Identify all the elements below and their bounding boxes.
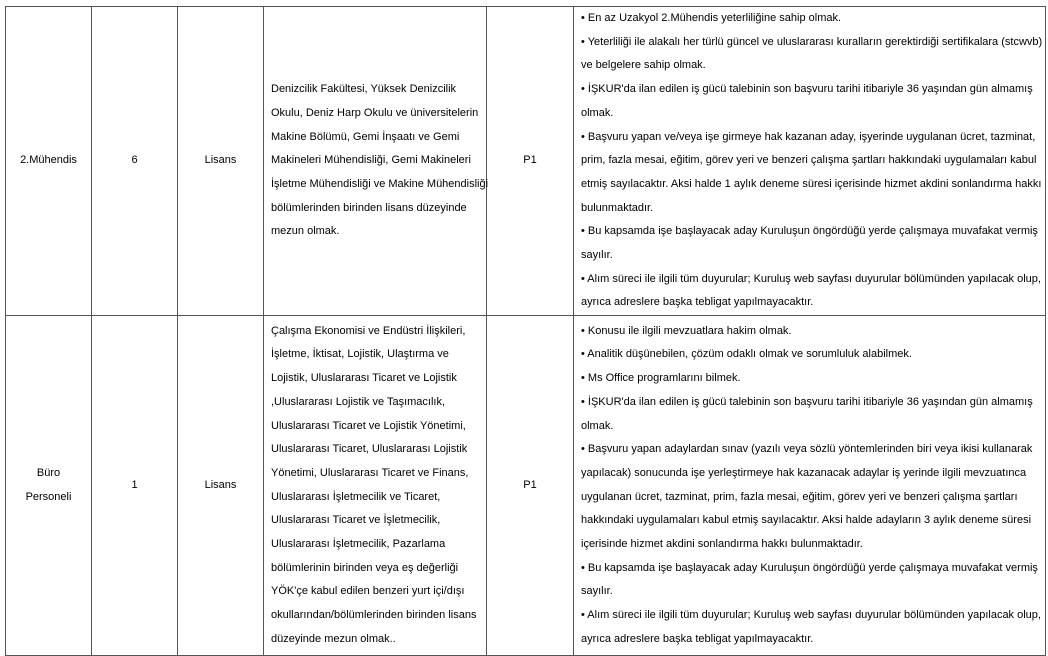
condition-line: • Alım süreci ile ilgili tüm duyurular; Kuruluş web sayfası duyurular bölümünden yapılacak olup,	[581, 609, 1041, 622]
condition-line: • Ms Office programlarını bilmek.	[581, 372, 741, 385]
condition-line: • Başvuru yapan ve/veya işe girmeye hak kazanan aday, işyerinde uygulanan ücret, tazminat,	[581, 130, 1036, 143]
education-requirement-cell	[264, 7, 487, 316]
condition-line: hakkındaki uygulamaları kabul etmiş sayılacaktır. Aksi halde adayların 3 aylık deneme süresi	[581, 514, 1032, 527]
requirement-line: mezun olmak.	[271, 225, 340, 238]
requirement-line: düzeyinde mezun olmak..	[271, 632, 396, 645]
table-row	[6, 7, 1046, 316]
requirement-line: Uluslararası İşletmecilik, Pazarlama	[271, 538, 446, 551]
requirement-line: Lojistik, Uluslararası Ticaret ve Lojistik	[271, 372, 457, 385]
condition-line: • Bu kapsamda işe başlayacak aday Kuruluşun öngördüğü yerde çalışmaya muvafakat vermiş	[581, 561, 1038, 574]
position-count-cell: 6	[92, 7, 178, 316]
job-requirements-table	[5, 6, 1046, 656]
position-title-line: Büro	[36, 466, 61, 479]
kpss-score-type-cell: P1	[487, 7, 574, 316]
requirement-line: Yönetimi, Uluslararası Ticaret ve Finans,	[271, 466, 469, 479]
condition-line: • Konusu ile ilgili mevzuatlara hakim olmak.	[581, 324, 792, 337]
conditions-cell	[574, 7, 1046, 316]
position-title-line: Personeli	[25, 490, 72, 503]
condition-line: prim, fazla mesai, eğitim, görev yeri ve benzeri çalışma şartları hakkındaki uygulamaları kabul	[581, 154, 1037, 167]
condition-line: • Başvuru yapan adaylardan sınav (yazılı veya sözlü yöntemlerinden biri veya ikisi kullanarak	[581, 443, 1033, 456]
condition-line: etmiş sayılacaktır. Aksi halde 1 aylık deneme süresi içerisinde hizmet akdini sonlandırma hakkı	[581, 177, 1042, 190]
requirement-line: YÖK'çe kabul edilen benzeri yurt içi/dışı	[271, 585, 465, 598]
condition-line: • Analitik düşünebilen, çözüm odaklı olmak ve sorumluluk alabilmek.	[581, 348, 912, 361]
condition-line: • Yeterliliği ile alakalı her türlü güncel ve uluslararası kuralların gerektirdiği sertifikalara (stcwvb)	[581, 35, 1043, 48]
requirement-line: Çalışma Ekonomisi ve Endüstri İlişkileri,	[271, 324, 466, 337]
requirement-line: İşletme Mühendisliği ve Makine Mühendisliği	[271, 177, 489, 190]
requirement-line: Denizcilik Fakültesi, Yüksek Denizcilik	[271, 83, 457, 96]
requirement-line: Uluslararası İşletmecilik ve Ticaret,	[271, 490, 441, 503]
condition-line: sayılır.	[581, 249, 613, 262]
requirement-line: Uluslararası Ticaret, Uluslararası Lojistik	[271, 443, 468, 456]
condition-line: ayrıca adreslere başka tebligat yapılmayacaktır.	[581, 632, 814, 645]
kpss-score-type-cell: P1	[487, 316, 574, 656]
position-title-cell	[6, 316, 92, 656]
condition-line: • Bu kapsamda işe başlayacak aday Kuruluşun öngördüğü yerde çalışmaya muvafakat vermiş	[581, 225, 1038, 238]
conditions-cell	[574, 316, 1046, 656]
condition-line: • En az Uzakyol 2.Mühendis yeterliliğine sahip olmak.	[581, 12, 842, 24]
education-requirement-cell	[264, 316, 487, 656]
requirement-line: ,Uluslararası Lojistik ve Taşımacılık,	[271, 395, 446, 408]
education-level-cell: Lisans	[178, 316, 264, 656]
requirement-line: bölümlerinden birinden lisans düzeyinde	[271, 201, 467, 214]
requirement-line: Okulu, Deniz Harp Okulu ve üniversitelerin	[271, 106, 479, 119]
condition-line: ve belgelere sahip olmak.	[581, 59, 706, 72]
education-level-cell: Lisans	[178, 7, 264, 316]
condition-line: • İŞKUR'da ilan edilen iş gücü talebinin son başvuru tarihi itibariyle 36 yaşından gün almamış	[581, 395, 1033, 408]
condition-line: uygulanan ücret, tazminat, prim, fazla mesai, eğitim, görev yeri ve benzeri çalışma şartları	[581, 490, 1018, 503]
condition-line: • Alım süreci ile ilgili tüm duyurular; Kuruluş web sayfası duyurular bölümünden yapılacak olup,	[581, 272, 1041, 285]
position-count-cell: 1	[92, 316, 178, 656]
condition-line: olmak.	[581, 419, 614, 432]
condition-line: içerisinde hizmet akdini sonlandırma hakkı bulunmaktadır.	[581, 538, 863, 551]
condition-line: yapılacak) sonucunda işe yerleştirmeye hak kazanacak adaylar iş yerinde ilgili mevzuatınca	[581, 466, 1027, 479]
condition-line: sayılır.	[581, 585, 613, 598]
position-title-cell	[6, 7, 92, 316]
requirement-line: Uluslararası Ticaret ve İşletmecilik,	[271, 514, 441, 527]
condition-line: olmak.	[581, 106, 614, 119]
requirement-line: Uluslararası Ticaret ve Lojistik Yönetimi,	[271, 419, 466, 432]
requirement-line: Makine Bölümü, Gemi İnşaatı ve Gemi	[271, 130, 460, 143]
requirement-line: bölümlerinin birinden veya eş değerliği	[271, 561, 459, 574]
condition-line: bulunmaktadır.	[581, 201, 654, 214]
position-title-line: 2.Mühendis	[20, 154, 77, 167]
condition-line: • İŞKUR'da ilan edilen iş gücü talebinin son başvuru tarihi itibariyle 36 yaşından gün almamış	[581, 83, 1033, 96]
table-row	[6, 316, 1046, 656]
requirement-line: İşletme, İktisat, Lojistik, Ulaştırma ve	[271, 348, 449, 361]
requirement-line: okullarından/bölümlerinden birinden lisans	[271, 609, 477, 622]
condition-line: ayrıca adreslere başka tebligat yapılmayacaktır.	[581, 296, 814, 309]
requirement-line: Makineleri Mühendisliği, Gemi Makineleri	[271, 154, 471, 167]
